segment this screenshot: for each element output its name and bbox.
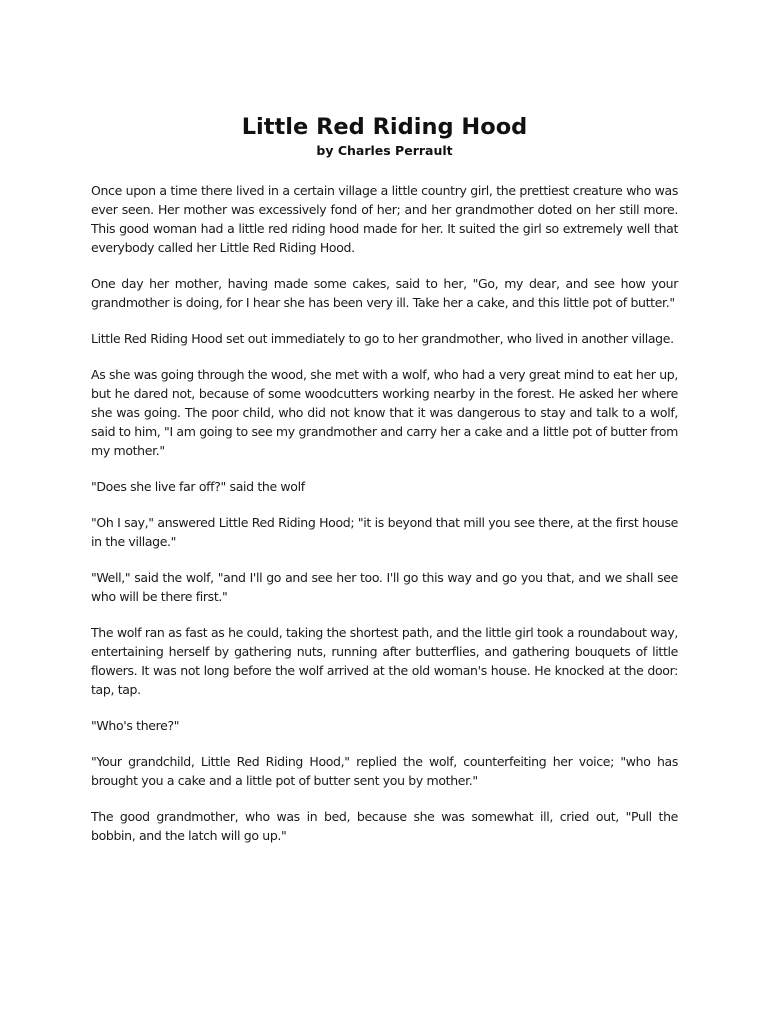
- paragraph: "Well," said the wolf, "and I'll go and see her too. I'll go this way and go you that, and we shall see who will be there first.": [91, 570, 678, 604]
- author-byline: by Charles Perrault: [316, 143, 453, 158]
- paragraph: "Who's there?": [91, 718, 180, 733]
- paragraph: "Oh I say," answered Little Red Riding Hood; "it is beyond that mill you see there, at the first house in the village.": [91, 515, 678, 549]
- paragraph: As she was going through the wood, she met with a wolf, who had a very great mind to eat her up, but he dared not, because of some woodcutters working nearby in the forest. He asked her where she was going. The poor child, who did not know that it was dangerous to stay and talk to a wolf, said to him, "I am going to see my grandmother and carry her a cake and a little pot of butter from my mother.": [91, 367, 678, 458]
- paragraph: The good grandmother, who was in bed, because she was somewhat ill, cried out, "Pull the bobbin, and the latch will go up.": [91, 809, 678, 843]
- paragraph: "Your grandchild, Little Red Riding Hood," replied the wolf, counterfeiting her voice; "who has brought you a cake and a little pot of butter sent you by mother.": [91, 754, 678, 788]
- paragraph: "Does she live far off?" said the wolf: [91, 479, 305, 494]
- paragraph: Little Red Riding Hood set out immediately to go to her grandmother, who lived in another village.: [91, 331, 674, 346]
- page-title: Little Red Riding Hood: [241, 114, 528, 140]
- story-body: [91, 181, 678, 845]
- paragraph: Once upon a time there lived in a certain village a little country girl, the prettiest creature who was ever seen. Her mother was excessively fond of her; and her grandmother doted on her still more. This good woman had a little red riding hood made for her. It suited the girl so extremely well that everybody called her Little Red Riding Hood.: [91, 183, 678, 255]
- paragraph: The wolf ran as fast as he could, taking the shortest path, and the little girl took a roundabout way, entertaining herself by gathering nuts, running after butterflies, and gathering bouquets of little flowers. It was not long before the wolf arrived at the old woman's house. He knocked at the door: tap, tap.: [91, 625, 678, 697]
- paragraph: One day her mother, having made some cakes, said to her, "Go, my dear, and see how your grandmother is doing, for I hear she has been very ill. Take her a cake, and this little pot of butter.": [91, 276, 678, 310]
